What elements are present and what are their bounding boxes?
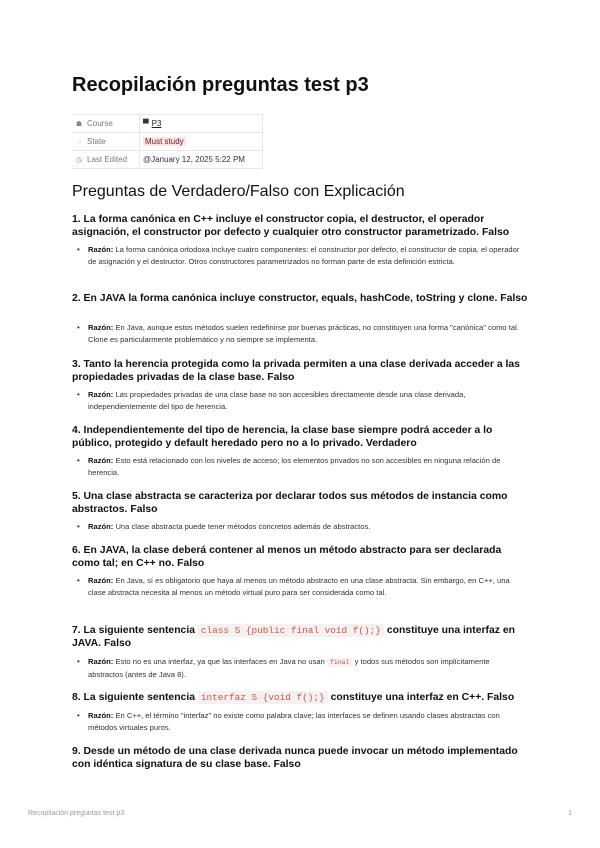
- property-key: Course: [87, 119, 113, 128]
- property-key: Last Edited: [87, 155, 128, 164]
- property-row-course: [72, 115, 263, 133]
- property-row-last-edited: [72, 151, 263, 169]
- answer: Falso: [103, 638, 132, 649]
- course-page-icon: ▀: [143, 119, 149, 128]
- question-3: 3. Tanto la herencia protegida como la privada permiten a una clase derivada acceder a las propiedades privadas de la clase base. Falso: [72, 359, 520, 383]
- section-title: Preguntas de Verdadero/Falso con Explicación: [72, 183, 405, 200]
- page-number: 1: [568, 810, 572, 817]
- code-snippet: interfaz S {void f();}: [198, 691, 328, 704]
- state-icon: ◌: [76, 139, 82, 146]
- answer: Falso: [130, 504, 158, 515]
- reason-7: • Razón: Esto no es una interfaz, ya que las interfaces en Java no usan final y todos sus métodos son implícitamente abstractos (antes de Java 8).: [72, 656, 522, 680]
- property-key: State: [87, 137, 106, 146]
- answer: Falso: [267, 372, 295, 383]
- reason-4: • Razón: Esto está relacionado con los niveles de acceso; los elementos privados no son accesibles en ninguna relación de herencia.: [72, 455, 522, 478]
- reason-5: • Razón: Una clase abstracta puede tener métodos concretos además de abstractos.: [72, 521, 522, 533]
- question-2: 2. En JAVA la forma canónica incluye constructor, equals, hashCode, toString y clone. Falso: [72, 293, 528, 304]
- reason-8: • Razón: En C++, el término "interfaz" no existe como palabra clave; las interfaces se definen usando clases abstractas con métodos virtuales puros.: [72, 710, 522, 733]
- reason-6: • Razón: En Java, sí es obligatorio que haya al menos un método abstracto en una clase abstracta. Sin embargo, en C++, una clase abstracta necesita al menos un método virtual puro para ser considerada como tal.: [72, 575, 522, 598]
- code-snippet: class S {public final void f();}: [198, 624, 384, 637]
- course-link[interactable]: P3: [151, 119, 162, 128]
- property-row-state: [72, 133, 263, 151]
- answer: Falso: [487, 692, 515, 703]
- properties-table: [72, 114, 263, 169]
- question-5: 5. Una clase abstracta se caracteriza por declarar todos sus métodos de instancia como abstractos. Falso: [72, 491, 508, 515]
- answer: Falso: [500, 293, 528, 304]
- course-icon: ☗: [75, 121, 83, 128]
- answer: Verdadero: [365, 438, 417, 449]
- last-edited-value: @January 12, 2025 5:22 PM: [143, 155, 245, 164]
- answer: Falso: [177, 558, 205, 569]
- question-4: 4. Independientemente del tipo de herencia, la clase base siempre podrá acceder a lo público, protegido y default heredado pero no a lo privado. Verdadero: [72, 425, 493, 449]
- footer-title: Recopilación preguntas test p3: [28, 810, 125, 817]
- code-snippet: final: [327, 658, 353, 667]
- answer: Falso: [481, 227, 510, 238]
- reason-3: • Razón: Las propiedades privadas de una clase base no son accesibles directamente desde una clase derivada, independientemente del tipo de herencia.: [72, 389, 522, 412]
- state-badge[interactable]: Must study: [145, 137, 184, 146]
- page-title: Recopilación preguntas test p3: [72, 74, 369, 96]
- clock-icon: ◷: [75, 157, 83, 164]
- reason-1: • Razón: La forma canónica ortodoxa incluye cuatro componentes: el constructor por defecto, el constructor de copia, el operador de asignación y el destructor. Otros constructores parametrizados no forman parte de esta definición estricta.: [72, 244, 522, 267]
- question-1: 1. La forma canónica en C++ incluye el constructor copia, el destructor, el operador asignación, el constructor por defecto y cualquier otro constructor parametrizado. Falso: [72, 214, 510, 238]
- question-9: 9. Desde un método de una clase derivada nunca puede invocar un método implementado con idéntica signatura de su clase base. Falso: [72, 746, 518, 770]
- question-8: 8. La siguiente sentencia interfaz S {void f();} constituye una interfaz en C++. Falso: [72, 692, 515, 703]
- question-6: 6. En JAVA, la clase deberá contener al menos un método abstracto para ser declarada como tal; en C++ no. Falso: [72, 545, 502, 569]
- question-7: 7. La siguiente sentencia class S {public final void f();} constituye una interfaz en JAVA. Falso: [72, 625, 515, 649]
- reason-2: • Razón: En Java, aunque estos métodos suelen redefinirse por buenas prácticas, no constituyen una forma "canónica" como tal. Clone es particularmente problemático y no siempre se implementa.: [72, 322, 522, 345]
- answer: Falso: [273, 759, 301, 770]
